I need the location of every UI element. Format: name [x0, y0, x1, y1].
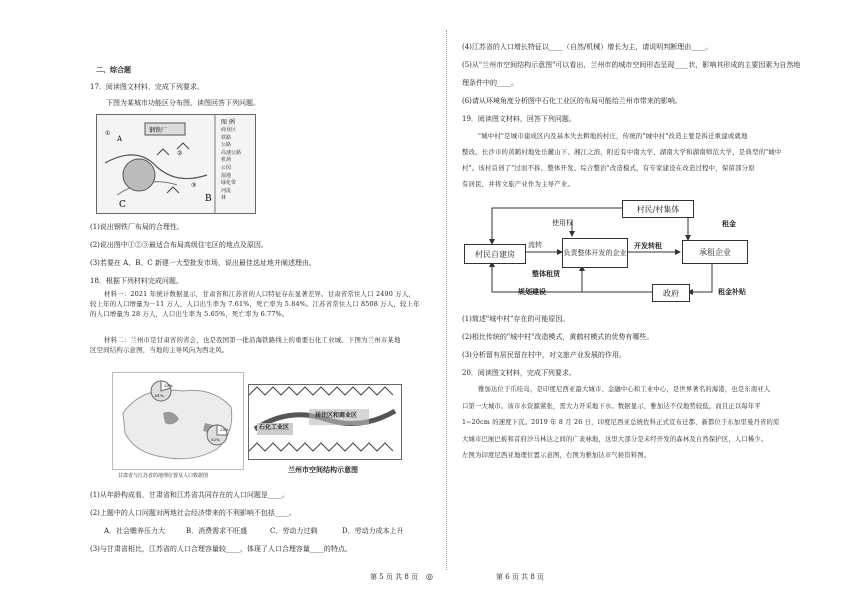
lanzhou-drawing	[249, 385, 401, 459]
lanzhou-structure-figure	[248, 384, 402, 460]
q19-item-2: (2)相比传统的"城中村"改造模式，黄鹤村模式的优势有哪些。	[462, 333, 654, 341]
label-1: ①	[105, 130, 111, 137]
label-rent: 租金	[722, 219, 736, 228]
page-number-right: 第 6 页 共 8 页	[496, 573, 545, 581]
label-c: C	[119, 200, 126, 210]
residence-label: 居住区和商业区	[315, 412, 358, 419]
section-heading: 二、综合题	[96, 65, 131, 74]
node-self-built: 村民自建房	[464, 244, 526, 264]
legend-item: 铁路	[221, 134, 232, 141]
pie2-label-b: 52%	[211, 437, 220, 442]
legend-title: 图 例	[221, 119, 235, 126]
flow-line	[688, 264, 712, 292]
pie2-label-a: 25%	[220, 427, 229, 432]
material-line: 整改。长沙市的黄鹤村地处岳麓山下、湘江之滨，附近有中南大学、湖南大学和湖南师范大学，是典型的"城中	[462, 148, 782, 156]
q17-item-3: (3)若要在 A、B、C 新建一大型批发市场，说出最佳选址地并阐述理由。	[90, 259, 316, 267]
label-use-right: 使用权	[552, 219, 573, 227]
commercial-zone	[123, 159, 155, 191]
q18-material-1	[90, 290, 430, 320]
q18-item-4: (4)江苏省的人口增长特征以____（自然/机械）增长为主，请说明判断理由____。	[462, 43, 713, 51]
material-line: 左图为印度尼西亚地理位置示意图，右图为雅加达市气候资料图。	[462, 452, 651, 459]
q19-item-3: (3)分析留有居民留在村中，对文旅产业发展的作用。	[462, 351, 626, 359]
legend-item: 湿地	[221, 172, 232, 179]
china-map-figure	[112, 372, 244, 470]
q18-item-5: (5)从"兰州市空间结构示意图"可以看出，兰州市的城市空间形态呈现____状，影响其形成的主要因素为自然地	[462, 61, 801, 69]
q19-stem: 19．阅读图文材料，回答下列问题。	[462, 115, 576, 123]
material-line: 材料二：兰州市是甘肃省的省会，也是我国第一批沿海铁路线上的重要石化工业城。下图为兰州市某地	[104, 336, 401, 344]
label-planning: 规划建设	[518, 287, 546, 296]
china-map-drawing	[113, 373, 243, 469]
option-c: C．劳动力过剩	[270, 527, 318, 535]
q17-item-1: (1)说出钢铁厂布局的合理性。	[90, 223, 184, 231]
label-2: ②	[177, 150, 183, 157]
node-villagers: 村民/村集体	[622, 200, 694, 218]
material-line: 有居民，并将文旅产业作为主导产业。	[462, 180, 575, 188]
legend-item: 机场	[221, 157, 232, 164]
lanzhou-caption: 兰州市空间结构示意图	[288, 465, 358, 474]
industry-label: 石化工业区	[259, 424, 290, 431]
page-number-left: 第 5 页 共 8 页	[370, 573, 419, 581]
option-b: B．消费需求不旺盛	[186, 527, 248, 535]
option-d: D．劳动力成本上升	[342, 527, 404, 535]
city-function-map	[96, 114, 256, 214]
material-line: 口第一大城市。该市水资源紧张，需大力开采地下水。数据显示，雅加达不仅地势较低，而且正以每年平	[462, 402, 761, 410]
mountains-top	[249, 387, 393, 395]
label-rent-subsidy: 租金补贴	[718, 287, 746, 296]
legend-list	[221, 127, 241, 203]
right-page	[430, 0, 860, 608]
steel-plant-label: 钢铁厂	[149, 127, 168, 134]
q19-item-1: (1)简述"城中村"存在的可能原因。	[462, 315, 570, 323]
node-government: 政府	[652, 284, 690, 302]
material-line: 区空间结构示意图，当地的主导风向为西北风。	[90, 345, 229, 354]
mountains-bottom	[249, 443, 393, 451]
q17-item-2: (2)说出图中①②③最适合布局高级住宅区的地点及原因。	[90, 241, 268, 249]
material-line: 的人口增量为 28 万人，人口出生率为 5.65%，死亡率为 6.77%。	[90, 309, 289, 318]
china-outline	[123, 390, 232, 459]
pie1-label-b: 61%	[155, 393, 164, 398]
q18-material-2	[90, 336, 430, 356]
q17-stem: 17．阅读图文材料，完成下列要求。	[90, 83, 204, 91]
q17-intro: 下图为某城市功能区分布图，读图回答下列问题。	[106, 99, 260, 107]
node-developer: 负责整体开发的企业	[562, 238, 628, 268]
legend-item: 绿化带	[221, 180, 237, 187]
label-b: B	[205, 194, 212, 204]
label-develop-lease: 开发转租	[634, 241, 662, 250]
label-3: ③	[191, 182, 197, 189]
q18-stem: 18．根据下列材料完成问题。	[90, 277, 183, 285]
material-line: 村"。该村首创了"过而不拆、整体开发、综合整治"改造模式，有专家建设在改造过程中，保留部分原	[462, 164, 755, 172]
q18-item-6: (6)请从环境角度分析图中石化工业区的布局可能给兰州市带来的影响。	[462, 97, 682, 105]
legend-item: 商业区	[221, 127, 237, 133]
q18-item-2: (2)上题中的人口问题对两地社会经济带来的不利影响不包括____。	[90, 509, 296, 517]
legend-item: 河流	[221, 187, 232, 194]
q19-material	[462, 128, 822, 192]
q18-item-3: (3)与甘肃省相比，江苏省的人口合理容量较____，体现了人口合理容量____的特点。	[90, 545, 352, 553]
label-whole-lease: 整体租赁	[532, 269, 560, 278]
material-line: 较上年的人口增量为－11 万人，人口出生率为 7.61%，死亡率为 5.84%。江苏省常住人口 8508 万人，较上年	[90, 299, 420, 308]
node-lessee: 承租企业	[682, 240, 748, 264]
center-mark: ◎	[426, 572, 433, 581]
material-line: 大城市巴厘巴板和首府沙马林达之间的广袤林地，这里大部分是未经开发的森林及自然保护区，人口稀少。	[462, 435, 768, 443]
legend-item: 林	[221, 195, 227, 202]
label-a: A	[117, 135, 123, 143]
legend-item: 公路	[221, 142, 232, 149]
q18-item-5-cont: 理条件中的____。	[462, 79, 518, 87]
material-line: 1~20cm 的速度下沉。2019 年 8 月 26 日，印度尼西亚总统佐科正式宣布迁都，新都位于东加里曼丹省的原	[462, 419, 780, 426]
legend-item: 高速公路	[221, 149, 242, 156]
legend-item: 公园	[221, 164, 232, 171]
village-flow-diagram	[462, 196, 792, 306]
material-line: "城中村"是城市建成区内及基本失去耕地的村庄，传统的"城中村"改造主要是拆迁重建或就地	[478, 132, 748, 140]
material-line: 材料一：2021 年统计数据显示，甘肃省和江苏省的人口特征存在显著差异。甘肃省常住人口 2490 万人，	[104, 290, 416, 298]
label-transfer: 流转	[528, 241, 542, 249]
q20-stem: 20．阅读图文材料，完成下列要求。	[462, 369, 576, 377]
pie1-label-a: 20%	[164, 383, 173, 388]
q20-material	[462, 382, 827, 465]
material-line: 雅加达位于爪哇岛，是印度尼西亚最大城市、金融中心和工业中心，是世界著名的海港，也是东南亚人	[478, 386, 771, 393]
option-a: A．社会赡养压力大	[104, 527, 166, 535]
q18-item-1: (1)从年龄构成看，甘肃省和江苏省共同存在的人口问题是____。	[90, 491, 289, 499]
china-map-caption: 甘肃省与江苏省的地理位置及人口数据图	[118, 473, 209, 479]
